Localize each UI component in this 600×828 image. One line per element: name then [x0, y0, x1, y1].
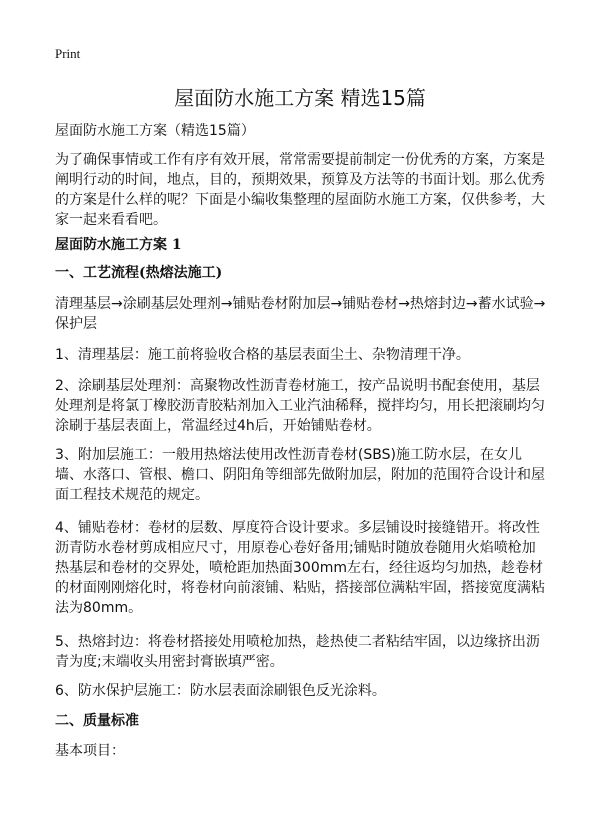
list-item: 5、热熔封边：将卷材搭接处用喷枪加热，趁热使二者粘结牢固，以边缘挤出沥青为度;末端收头用密封膏嵌填严密。 — [55, 634, 540, 670]
list-item: 4、铺贴卷材：卷材的层数、厚度符合设计要求。多层铺设时接缝错开。将改性沥青防水卷材剪成相应尺寸，用原卷心卷好备用;铺贴时随放卷随用火焰喷枪加热基层和卷材的交界处，喷枪距加热面300mm左右，经往返均匀加热，趁卷材的材面刚刚熔化时，将卷材向前滚铺、粘贴，搭接部位满粘牢固，搭接宽度满粘法为80mm。 — [55, 520, 545, 616]
part-heading: 一、工艺流程(热熔法施工) — [55, 265, 223, 281]
page-title: 屋面防水施工方案 精选15篇 — [174, 86, 426, 110]
list-item: 1、清理基层：施工前将验收合格的基层表面尘土、杂物清理干净。 — [55, 347, 470, 363]
print-link[interactable]: Print — [55, 46, 81, 61]
list-item: 6、防水保护层施工：防水层表面涂刷银色反光涂料。 — [55, 683, 386, 699]
subtitle: 屋面防水施工方案（精选15篇） — [55, 123, 255, 139]
list-item: 2、涂刷基层处理剂：高聚物改性沥青卷材施工，按产品说明书配套使用，基层处理剂是将氯丁橡胶沥青胶粘剂加入工业汽油稀释，搅拌均匀，用长把滚刷均匀涂刷于基层表面上，常温经过4h后，开始铺贴卷材。 — [55, 378, 545, 434]
process-flow: 清理基层→涂刷基层处理剂→铺贴卷材附加层→铺贴卷材→热熔封边→蓄水试验→保护层 — [55, 296, 546, 332]
basic-items-label: 基本项目： — [55, 743, 125, 759]
section-heading: 屋面防水施工方案 1 — [55, 237, 182, 253]
intro-paragraph: 为了确保事情或工作有序有效开展，常常需要提前制定一份优秀的方案，方案是阐明行动的时间，地点，目的，预期效果，预算及方法等的书面计划。那么优秀的方案是什么样的呢？下面是小编收集整理的屋面防水施工方案，仅供参考，大家一起来看看吧。 — [55, 152, 545, 228]
list-item: 3、附加层施工：一般用热熔法使用改性沥青卷材(SBS)施工防水层，在女儿墙、水落口、管根、檐口、阴阳角等细部先做附加层，附加的范围符合设计和屋面工程技术规范的规定。 — [55, 447, 545, 503]
part-heading: 二、质量标准 — [55, 713, 139, 729]
